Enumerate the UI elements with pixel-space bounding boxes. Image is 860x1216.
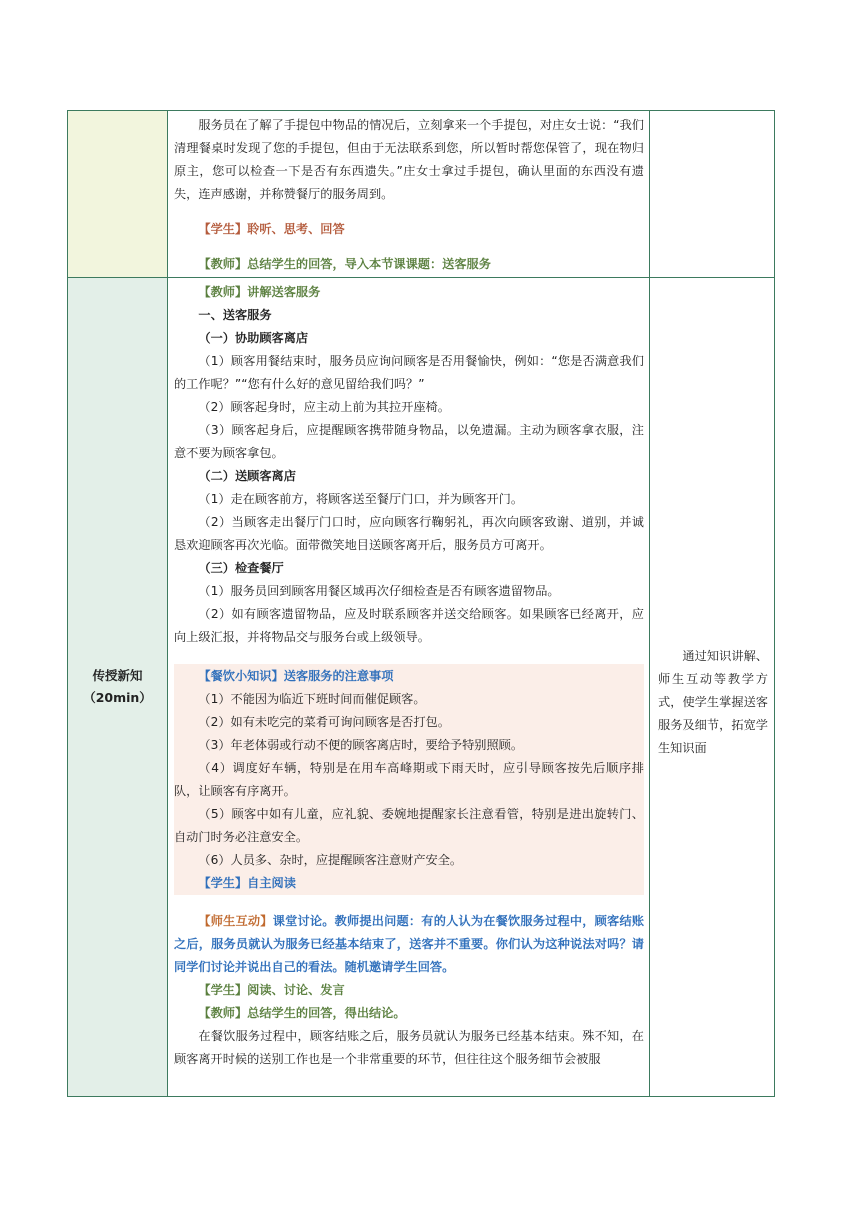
teacher-intro: 【教师】讲解送客服务 [198,285,321,299]
list-item: （1）服务员回到顾客用餐区域再次仔细检查是否有顾客遗留物品。 [198,584,560,598]
conclusion-paragraph: 在餐饮服务过程中，顾客结账之后，服务员就认为服务已经基本结束。殊不知，在顾客离开时候的送别工作也是一个非常重要的环节，但往往这个服务细节会被服 [174,1029,644,1066]
list-item: （2）当顾客走出餐厅门口时，应向顾客行鞠躬礼，再次向顾客致谢、道别，并诚恳欢迎顾客再次光临。面带微笑地目送顾客离开后，服务员方可离开。 [174,515,644,552]
student-activity: 【学生】聆听、思考、回答 [198,222,345,236]
teacher-activity: 【教师】总结学生的回答，得出结论。 [198,1006,406,1020]
stage-cell [68,111,168,278]
content-cell [168,278,650,1097]
list-item: （3）年老体弱或行动不便的顾客离店时，要给予特别照顾。 [198,738,524,752]
list-item: （3）顾客起身后，应提醒顾客携带随身物品，以免遗漏。主动为顾客拿衣服，注意不要为顾客拿包。 [174,423,644,460]
content-cell [168,111,650,278]
list-item: （6）人员多、杂时，应提醒顾客注意财产安全。 [198,853,463,867]
part-title: （二）送顾客离店 [198,469,296,483]
stage-duration: （20min） [83,690,152,705]
teaching-purpose: 通过知识讲解、师生互动等教学方式，使学生掌握送客服务及细节，拓宽学生知识面 [658,649,768,755]
list-item: （2）顾客起身时，应主动上前为其拉开座椅。 [198,400,450,414]
list-item: （5）顾客中如有儿童，应礼貌、委婉地提醒家长注意看管，特别是进出旋转门、自动门时务必注意安全。 [174,807,644,844]
list-item: （2）如有顾客遗留物品，应及时联系顾客并送交给顾客。如果顾客已经离开，应向上级汇报，并将物品交与服务台或上级领导。 [174,607,644,644]
knowledge-box [174,664,644,895]
interaction-paragraph: 【师生互动】课堂讨论。教师提出问题：有的人认为在餐饮服务过程中，顾客结账之后，服务员就认为服务已经基本结束了，送客并不重要。你们认为这种说法对吗？请同学们讨论并说出自己的看法。随机邀请学生回答。 [174,914,645,974]
knowledge-title: 【餐饮小知识】送客服务的注意事项 [198,669,394,683]
stage-title: 传授新知 [92,668,143,683]
list-item: （4）调度好车辆，特别是在用车高峰期或下雨天时，应引导顾客按先后顺序排队，让顾客有序离开。 [174,761,644,798]
purpose-cell [650,111,775,278]
story-paragraph: 服务员在了解了手提包中物品的情况后，立刻拿来一个手提包，对庄女士说：“我们清理餐桌时发现了您的手提包，但由于无法联系到您，所以暂时帮您保管了，现在物归原主，您可以检查一下是否有东西遗失。”庄女士拿过手提包，确认里面的东西没有遗失，连声感谢，并称赞餐厅的服务周到。 [174,118,644,201]
list-item: （1）走在顾客前方，将顾客送至餐厅门口，并为顾客开门。 [198,492,524,506]
student-activity: 【学生】阅读、讨论、发言 [198,983,345,997]
list-item: （1）不能因为临近下班时间而催促顾客。 [198,692,426,706]
table-row [68,111,775,278]
teacher-activity: 【教师】总结学生的回答，导入本节课课题：送客服务 [198,257,491,271]
list-item: （1）顾客用餐结束时，服务员应询问顾客是否用餐愉快，例如：“您是否满意我们的工作呢？”“您有什么好的意见留给我们吗？” [174,354,644,391]
part-title: （一）协助顾客离店 [198,331,309,345]
list-item: （2）如有未吃完的菜肴可询问顾客是否打包。 [198,715,450,729]
interaction-text: 课堂讨论。教师提出问题：有的人认为在餐饮服务过程中，顾客结账之后，服务员就认为服务已经基本结束了，送客并不重要。你们认为这种说法对吗？请同学们讨论并说出自己的看法。随机邀请学生回答。 [174,914,645,974]
part-title: （三）检查餐厅 [198,561,284,575]
lesson-plan-table [67,110,775,1097]
student-activity: 【学生】自主阅读 [198,876,296,890]
section-title: 一、送客服务 [198,308,272,322]
table-row [68,278,775,1097]
purpose-cell [650,278,775,1097]
stage-cell [68,278,168,1097]
